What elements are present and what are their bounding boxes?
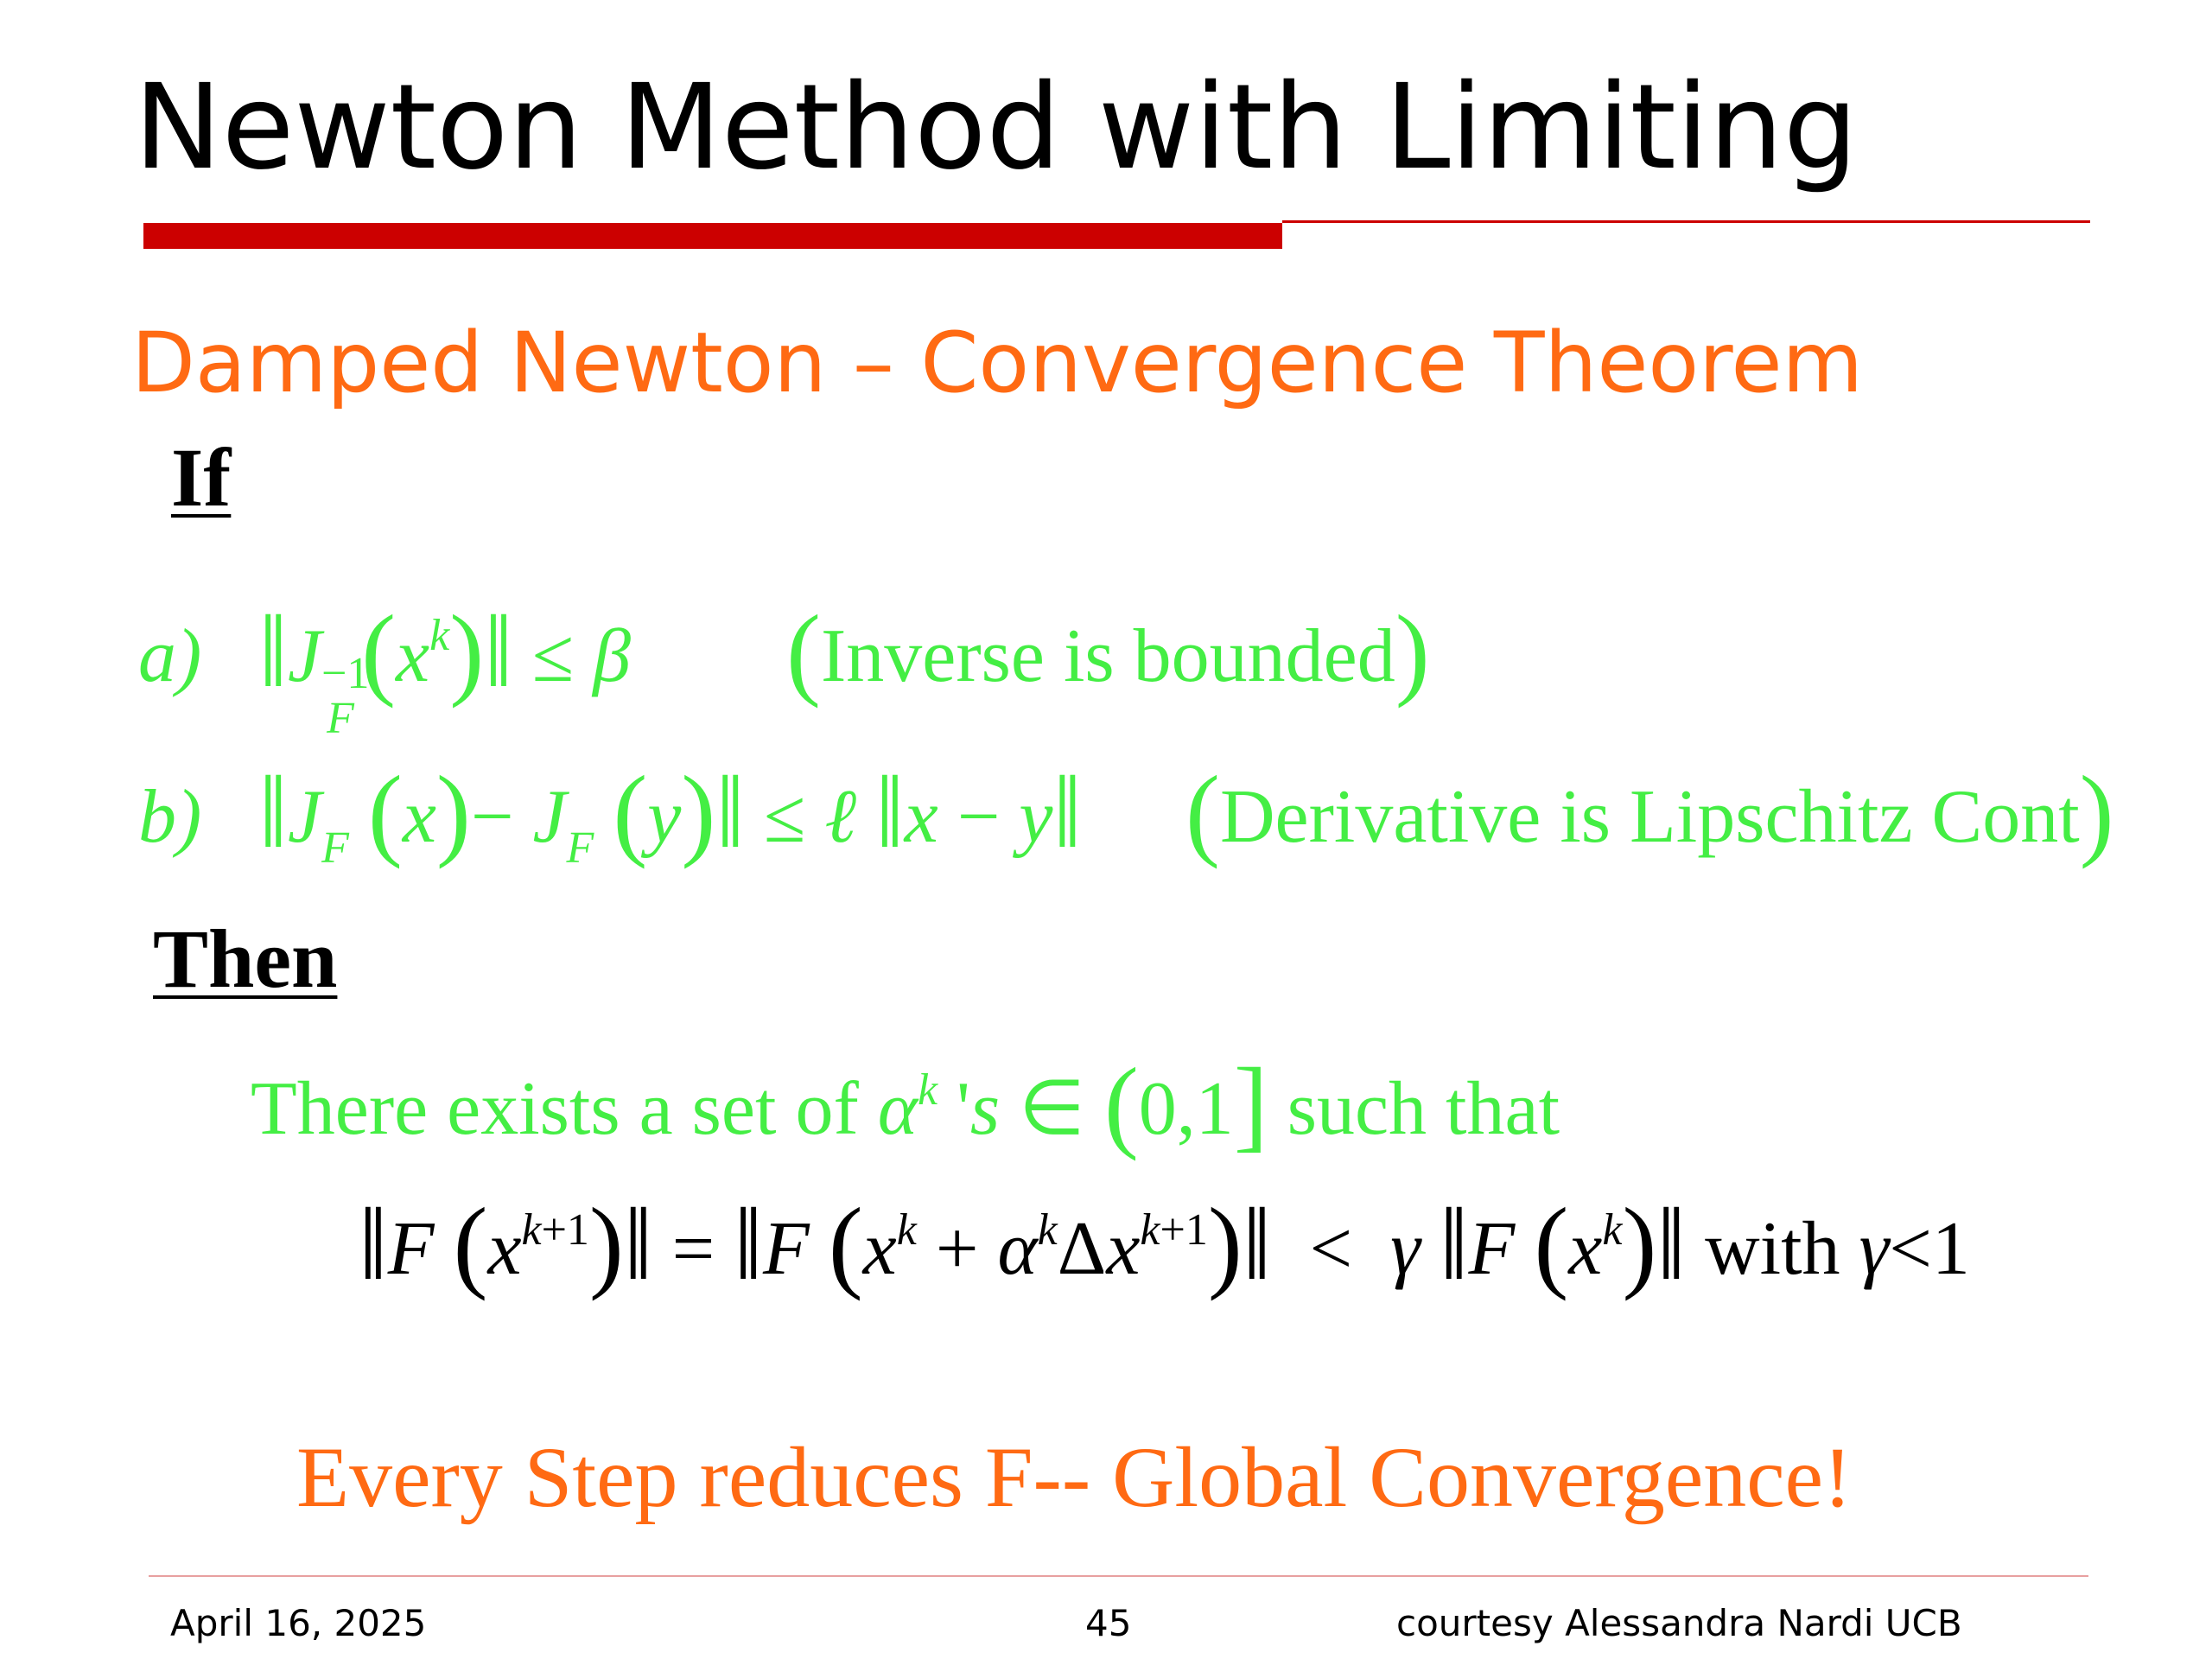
slide-title: Newton Method with Limiting [134, 60, 1859, 196]
global-convergence-note: Every Step reduces F-- Global Convergence! [296, 1429, 1853, 1525]
footer-page-number: 45 [1085, 1602, 1132, 1644]
condition-a-note: (Inverse is bounded) [786, 594, 1430, 709]
footer-divider [149, 1575, 2088, 1577]
section-subtitle: Damped Newton – Convergence Theorem [131, 315, 1864, 411]
title-underline-bar [143, 223, 1282, 249]
title-underline-rule [1282, 220, 2090, 223]
then-heading: Then [153, 912, 338, 1005]
if-heading: If [171, 431, 232, 524]
condition-b-formula: b) $‖J_F$ $(x)- J_F$ (y)‖ ≤ ℓ ‖x − y‖ [138, 754, 1083, 873]
condition-b-label: b) [138, 775, 202, 859]
conclusion-statement: There exists a set of $\alpha^k$ 's ∈ (0,1] such that [251, 1046, 1560, 1161]
footer-credit: courtesy Alessandra Nardi UCB [1396, 1602, 1962, 1644]
condition-b-note: (Derivative is Lipschitz Cont) [1185, 754, 2114, 869]
condition-a-formula: a) ‖J −1 F $(x^k)‖ \le \beta$ [138, 594, 631, 743]
footer-date: April 16, 2025 [170, 1602, 427, 1644]
convergence-inequality: ‖F $(x^{k+1})‖$ = ‖F ($x^k$ + $\alpha^k\Delta x^{k+1})‖ < \gamma$ ‖F $(x^k)‖$ with γ<1 [359, 1186, 1970, 1301]
condition-a-label: a) [138, 614, 202, 698]
